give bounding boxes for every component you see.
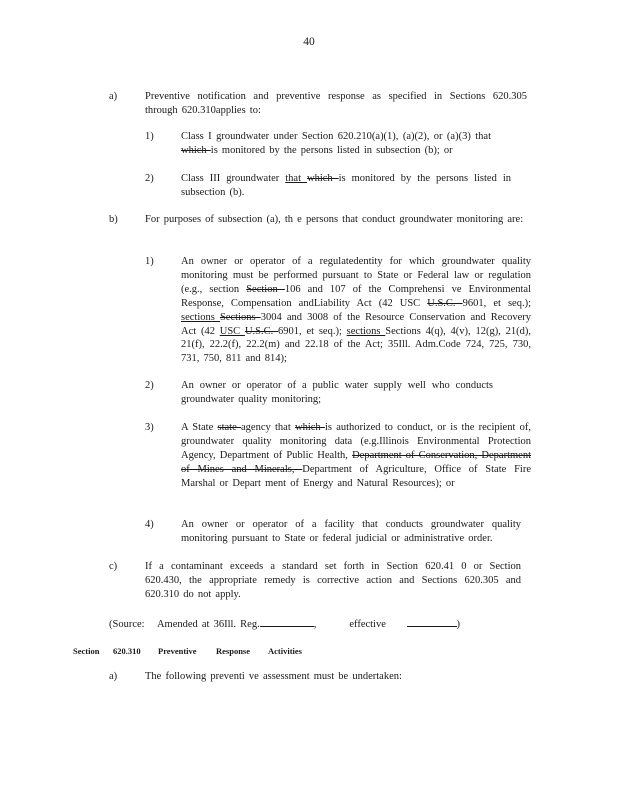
item-a2-text: Class III groundwater that which is monitored by the persons listed in subsection (b).: [181, 173, 511, 198]
item-b1-label: 1): [145, 256, 154, 267]
section-title-word-1: Preventive: [158, 646, 197, 656]
section-number: 620.310: [113, 646, 141, 656]
source-note: (Source: Amended at 36Ill. Reg. , effective ): [109, 616, 529, 632]
item-b2-label: 2): [145, 380, 154, 391]
subsection-c-text: If a contaminant exceeds a standard set forth in Section 620.41 0 or Section 620.430, the appropriate remedy is corrective action and Sections 620.305 and 620.310 do not apply.: [145, 561, 521, 600]
subsection-a-label: a): [109, 91, 118, 102]
page-number: 40: [303, 36, 315, 48]
item-b4-label: 4): [145, 519, 154, 530]
section-title-word-3: Activities: [268, 646, 302, 656]
item-b3-label: 3): [145, 422, 154, 433]
item-a1-text: Class I groundwater under Section 620.210(a)(1), (a)(2), or (a)(3) that which is monitored by the persons listed in subsection (b); or: [181, 131, 491, 156]
subsection-c-label: c): [109, 561, 118, 572]
item-a1-label: 1): [145, 131, 154, 142]
item-b3-text: A State state agency that which is authorized to conduct, or is the recipient of, groundwater quality monitoring data (e.g.Illinois Environmental Protection Agency, Department of Public Health, Department of Conservation, Department of Mines and Minerals, Department of Agriculture, Office of State Fire Marshal or Depart ment of Energy and Natural Resources); or: [181, 422, 531, 489]
section-word: Section: [73, 646, 100, 656]
section-310-a-label: a): [109, 671, 118, 682]
item-b2-text: An owner or operator of a public water supply well who conducts groundwater quality monitoring;: [181, 380, 493, 405]
section-title-word-2: Response: [216, 646, 251, 656]
subsection-b-label: b): [109, 214, 118, 225]
subsection-a-text: Preventive notification and preventive response as specified in Sections 620.305 through 620.310applies to:: [145, 91, 527, 116]
deleted-text: which: [306, 173, 339, 184]
subsection-b-text: For purposes of subsection (a), th e persons that conduct groundwater monitoring are:: [145, 214, 524, 225]
inserted-text: that: [285, 173, 307, 184]
item-b4-text: An owner or operator of a facility that conducts groundwater quality monitoring pursuant to State or federal judicial or administrative order.: [181, 519, 521, 544]
item-b1-text: An owner or operator of a regulatedentity for which groundwater quality monitoring must be performed pursuant to State or Federal law or regulation (e.g., section Section 106 and 107 of the Comprehensi ve Environmental Response, Compensation andLiability Act (42 USC U.S.C. 9601, et seq.); sections Sections 3004 and 3008 of the Resource Conservation and Recovery Act (42 USC U.S.C. 6901, et seq.); sections Sections 4(q), 4(v), 12(g), 21(d), 21(f), 22.2(f), 22.2(m) and 22.18 of the Act; 35Ill. Adm.Code 724, 725, 730, 731, 750, 811 and 814);: [181, 256, 532, 365]
item-a2-label: 2): [145, 173, 154, 184]
deleted-text: which: [181, 144, 211, 156]
section-310-a-text: The following preventi ve assessment must be undertaken:: [145, 671, 402, 682]
